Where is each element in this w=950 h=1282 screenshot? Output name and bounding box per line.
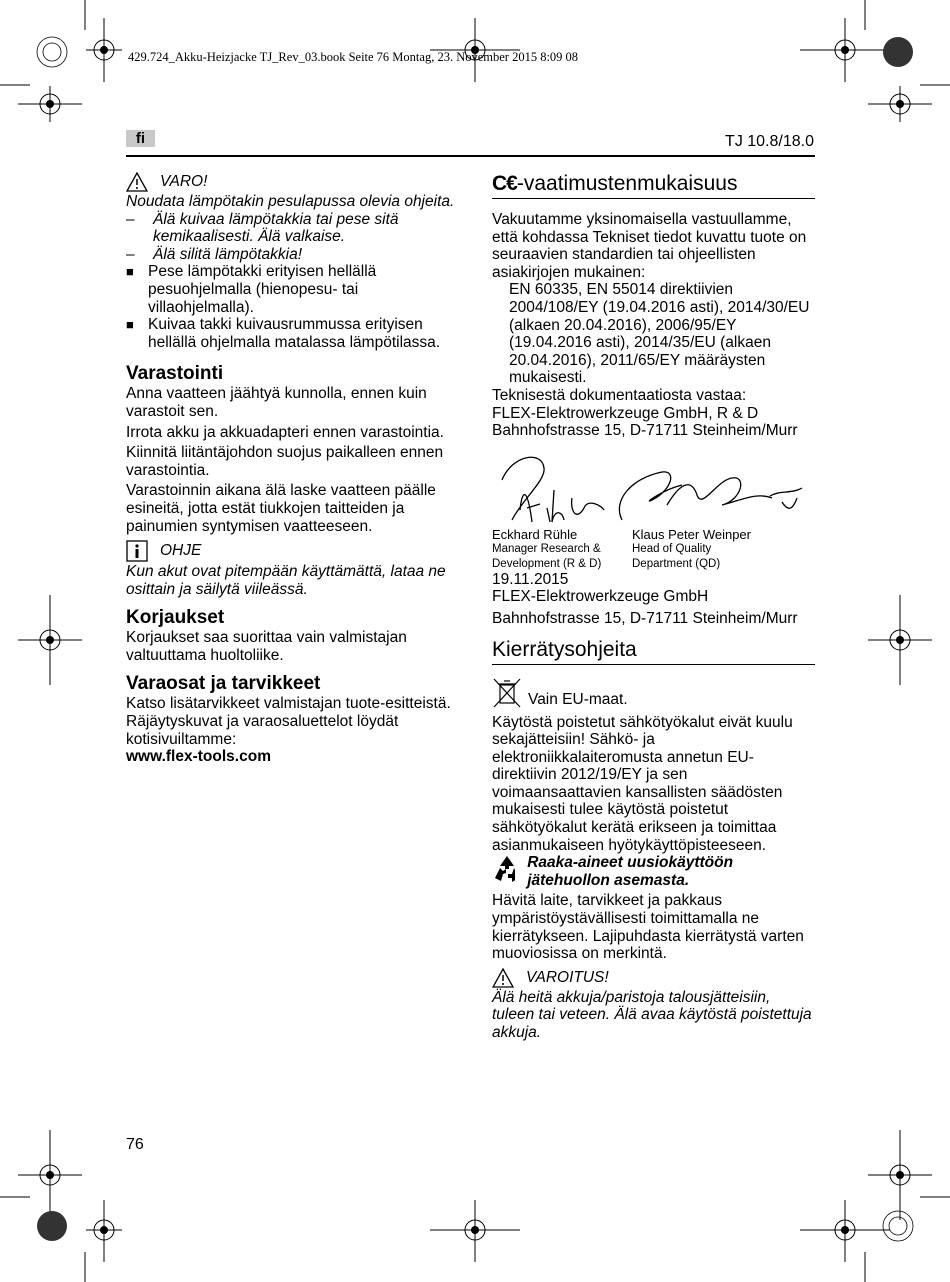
storage-paragraph: Irrota akku ja akkuadapteri ennen varastointia. — [126, 423, 444, 441]
print-header: 429.724_Akku-Heizjacke TJ_Rev_03.book Seite 76 Montag, 23. November 2015 8:09 08 — [128, 50, 579, 64]
caution-dash-item: – Älä kuivaa lämpötakkia tai pese sitä kemikaalisesti. Älä valkaise. — [126, 211, 456, 246]
ce-mark-icon: C€ — [492, 172, 517, 195]
warning-text: Älä heitä akkuja/paristoja talousjätteisiin, tuleen tai veteen. Älä avaa käytöstä poistettuja akkuja. — [492, 988, 812, 1041]
signer-1 — [492, 527, 601, 572]
note-text: Kun akut ovat pitempään käyttämättä, lataa ne osittain ja säilytä viileässä. — [126, 563, 446, 598]
recycle-icon — [492, 854, 515, 884]
note-title: OHJE — [160, 542, 202, 560]
ce-standards: EN 60335, EN 55014 direktiivien 2004/108/EY (19.04.2016 asti), 2014/30/EU (alkaen 20.04.2016), 2006/95/EY (19.04.2016 asti), 2014/35/EU (alkaen 20.04.2016), 2011/65/EY määräysten mukaisesti. — [509, 281, 810, 387]
warning-title: VAROITUS! — [526, 969, 609, 987]
caution-dash-item: – Älä silitä lämpötakkia! — [126, 245, 303, 263]
declaration-company: FLEX-Elektrowerkzeuge GmbH — [492, 588, 709, 606]
signer-role: Manager Research & — [492, 542, 601, 555]
eu-only-text: Vain EU-maat. — [528, 690, 628, 708]
caution-bullet-text: Kuivaa takki kuivausrummussa erityisen hellällä ohjelmalla matalassa lämpötilassa. — [148, 316, 441, 351]
signer-2 — [632, 527, 751, 572]
ce-intro: Vakuutamme yksinomaisella vastuullamme, että kohdassa Tekniset tiedot kuvattu tuote on seuraavien standardien tai ohjeellisten asiakirjojen mukainen: — [492, 211, 807, 281]
tech-doc-line: FLEX-Elektrowerkzeuge GmbH, R & D — [492, 404, 759, 422]
signer-name: Klaus Peter Weinper — [632, 526, 751, 542]
parts-heading: Varaosat ja tarvikkeet — [126, 673, 321, 695]
tech-doc-line: Bahnhofstrasse 15, D-71711 Steinheim/Murr — [492, 422, 798, 440]
caution-dash-text: Älä silitä lämpötakkia! — [153, 245, 303, 263]
website-link[interactable]: www.flex-tools.com — [126, 748, 271, 766]
note-title-row — [126, 540, 456, 562]
recycling-heading: Kierrätysohjeita — [492, 638, 815, 665]
raw-material-text: Raaka-aineet uusiokäyttöön jätehuollon asemasta. — [527, 854, 734, 889]
declaration-date: 19.11.2015 — [492, 570, 569, 588]
signer-role: Development (R & D) — [492, 557, 602, 570]
repairs-text: Korjaukset saa suorittaa vain valmistajan valtuuttama huoltoliike. — [126, 629, 407, 664]
parts-text: Katso lisätarvikkeet valmistajan tuote-esitteistä. Räjäytyskuvat ja varaosaluettelot löydät kotisivuiltamme: — [126, 695, 451, 748]
caution-text: Noudata lämpötakin pesulapussa olevia ohjeita. — [126, 193, 455, 210]
crossed-bin-icon — [492, 677, 522, 709]
tech-doc-line: Teknisestä dokumentaatiosta vastaa: — [492, 386, 747, 404]
page-number: 76 — [126, 1136, 144, 1153]
signer-role: Department (QD) — [632, 557, 721, 570]
handwritten-signatures — [492, 450, 812, 530]
eu-only-row — [492, 677, 815, 709]
warning-title-row — [492, 968, 815, 988]
ce-heading-text: -vaatimustenmukaisuus — [516, 172, 738, 195]
caution-bullet-text: Pese lämpötakki erityisen hellällä pesuohjelmalla (hienopesu- tai villaohjelmalla). — [148, 263, 377, 316]
left-column — [126, 172, 456, 766]
header-rule — [126, 155, 815, 157]
language-badge: fi — [126, 130, 155, 147]
raw-material-row — [492, 854, 815, 889]
model-label: TJ 10.8/18.0 — [725, 133, 814, 150]
caution-dash-text: Älä kuivaa lämpötakkia tai pese sitä kemikaalisesti. Älä valkaise. — [153, 210, 399, 246]
storage-heading: Varastointi — [126, 363, 224, 385]
warning-triangle-icon — [492, 968, 514, 988]
signer-name: Eckhard Rühle — [492, 526, 578, 542]
caution-bullet-item: ■ Pese lämpötakki erityisen hellällä pesuohjelmalla (hienopesu- tai villaohjelmalla). — [126, 263, 456, 316]
info-icon — [126, 540, 148, 562]
declaration-address: Bahnhofstrasse 15, D-71711 Steinheim/Murr — [492, 609, 798, 627]
signature-block — [492, 450, 815, 575]
caution-title-row — [126, 172, 456, 192]
storage-paragraph: Kiinnitä liitäntäjohdon suojus paikalleen ennen varastointia. — [126, 444, 444, 479]
right-column — [492, 172, 815, 1042]
caution-title: VARO! — [160, 173, 208, 191]
warning-triangle-icon — [126, 172, 148, 192]
signer-role: Head of Quality — [632, 542, 712, 555]
ce-heading — [492, 172, 815, 199]
storage-paragraph: Anna vaatteen jäähtyä kunnolla, ennen kuin varastoit sen. — [126, 385, 427, 420]
recycling-text: Käytöstä poistetut sähkötyökalut eivät kuulu sekajätteisiin! Sähkö- ja elektroniikkalaiteromusta annetun EU-direktiivin 2012/19/EY ja sen voimaansaattavien kansallisten säädösten mukaisesti tulee käytöstä poistetut sähkötyökalut kerätä erikseen ja toimittaa asianmukaiseen hyötykäyttöpisteeseen. — [492, 713, 793, 854]
recycling-text-2: Hävitä laite, tarvikkeet ja pakkaus ympäristöystävällisesti toimittamalla ne kierrätykseen. Lajipuhdasta kierrätystä varten muoviosissa on merkintä. — [492, 892, 804, 963]
repairs-heading: Korjaukset — [126, 607, 225, 629]
caution-bullet-item: ■ Kuivaa takki kuivausrummussa erityisen hellällä ohjelmalla matalassa lämpötilassa. — [126, 316, 456, 351]
storage-paragraph: Varastoinnin aikana älä laske vaatteen päälle esineitä, jotta estät tiukkojen taitteiden ja painumien syntymisen vaatteeseen. — [126, 482, 436, 535]
